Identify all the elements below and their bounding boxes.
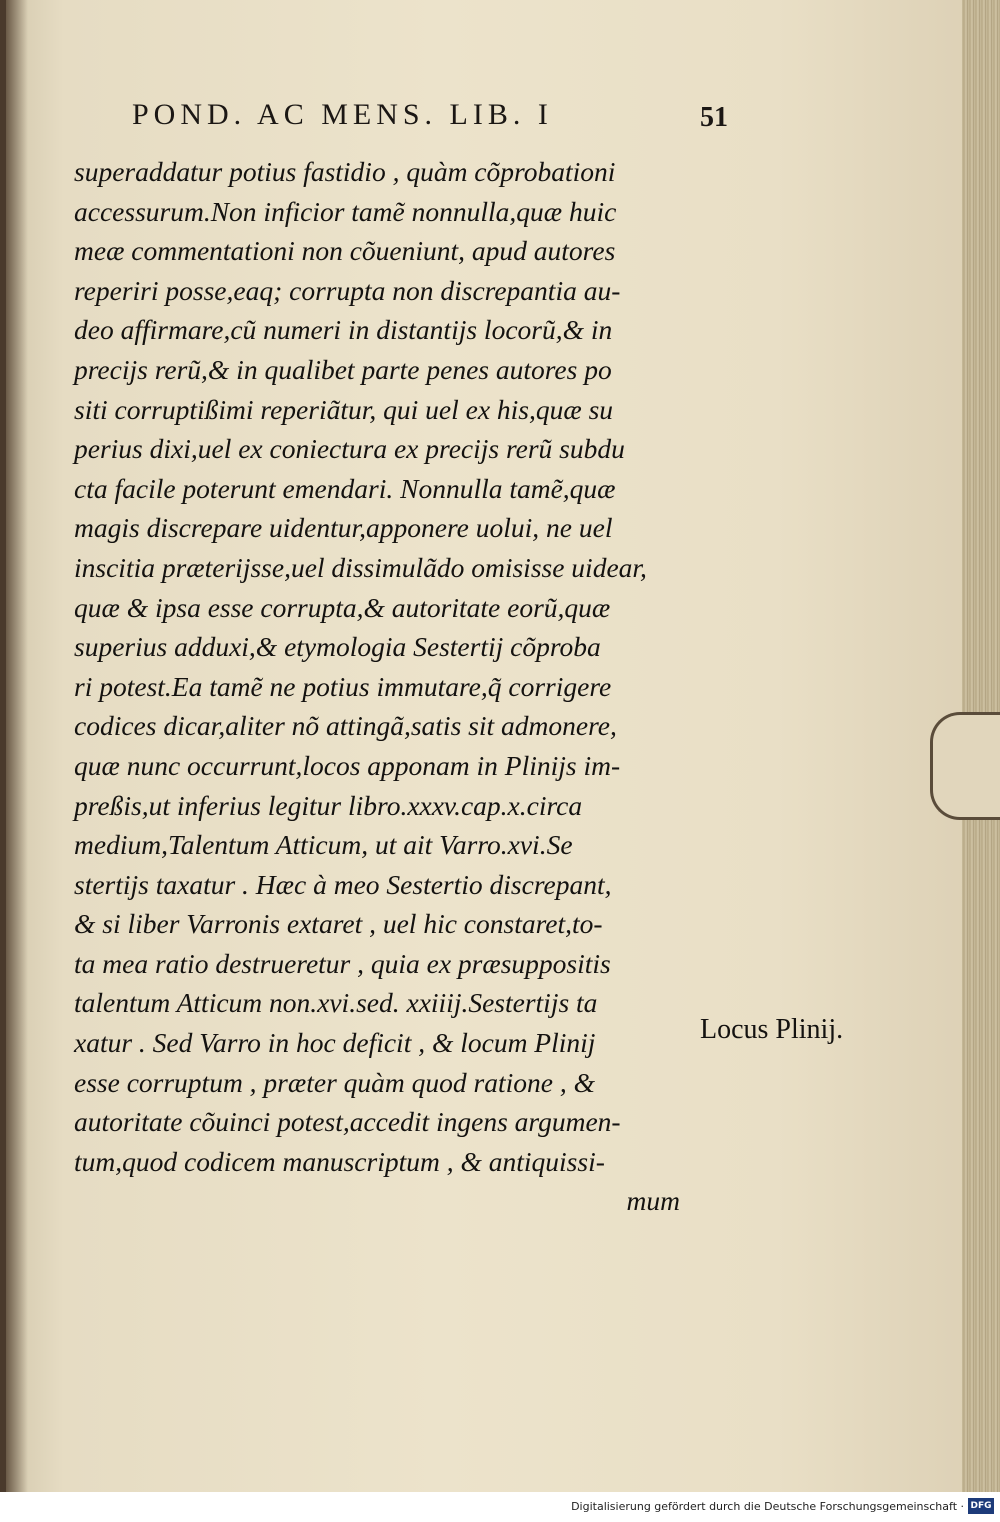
text-line: stertijs taxatur . Hæc à meo Sestertio discrepant, [74, 868, 612, 900]
text-line: quæ & ipsa esse corrupta,& autoritate eorũ,quæ [74, 591, 611, 623]
footer-bar [0, 1492, 1000, 1522]
catchword: mum [626, 1185, 680, 1217]
body-text [74, 152, 694, 1221]
text-line: siti corruptißimi reperiãtur, qui uel ex his,quæ su [74, 393, 614, 425]
text-line: ta mea ratio destrueretur , quia ex præsuppositis [74, 947, 611, 979]
running-title: POND. AC MENS. LIB. I [132, 98, 553, 131]
text-line: meæ commentationi non cõueniunt, apud autores [74, 235, 616, 267]
text-line: tum,quod codicem manuscriptum , & antiquissi- [74, 1145, 605, 1177]
text-line: preßis,ut inferius legitur libro.xxxv.cap.x.circa [74, 789, 583, 821]
text-line: autoritate cõuinci potest,accedit ingens argumen- [74, 1106, 621, 1138]
dfg-logo: DFG [968, 1498, 994, 1514]
text-line: & si liber Varronis extaret , uel hic constaret,to- [74, 908, 603, 940]
text-line: medium,Talentum Atticum, ut ait Varro.xvi.Se [74, 829, 573, 861]
text-line: inscitia præterijsse,uel dissimulãdo omisisse uidear, [74, 551, 647, 583]
text-line: superius adduxi,& etymologia Sestertij cõproba [74, 631, 601, 663]
text-line: codices dicar,aliter nõ attingã,satis sit admonere, [74, 710, 617, 742]
text-line: magis discrepare uidentur,apponere uolui, ne uel [74, 512, 613, 544]
text-line: quæ nunc occurrunt,locos apponam in Plinijs im- [74, 749, 621, 781]
funding-credit: Digitalisierung gefördert durch die Deutsche Forschungsgemeinschaft · [571, 1500, 964, 1513]
text-line: ri potest.Ea tamẽ ne potius immutare,q̃ corrigere [74, 670, 612, 702]
text-line: deo affirmare,cũ numeri in distantijs locorũ,& in [74, 314, 613, 346]
text-line: reperiri posse,eaq; corrupta non discrepantia au- [74, 274, 621, 306]
page-number: 51 [700, 102, 728, 133]
text-line: esse corruptum , præter quàm quod ratione , & [74, 1066, 595, 1098]
text-line: xatur . Sed Varro in hoc deficit , & locum Plinij [74, 1027, 596, 1059]
text-line: cta facile poterunt emendari. Nonnulla tamẽ,quæ [74, 472, 616, 504]
text-line: precijs rerũ,& in qualibet parte penes autores po [74, 353, 612, 385]
text-line: superaddatur potius fastidio , quàm cõprobationi [74, 156, 616, 187]
clasp-tab [930, 712, 1000, 820]
text-line: accessurum.Non inficior tamẽ nonnulla,quæ huic [74, 195, 617, 227]
text-line: perius dixi,uel ex coniectura ex precijs rerũ subdu [74, 433, 625, 465]
binding-shadow [6, 0, 28, 1492]
marginal-note: Locus Plinij. [700, 1014, 844, 1045]
text-line: talentum Atticum non.xvi.sed. xxiiij.Sestertijs ta [74, 987, 598, 1019]
